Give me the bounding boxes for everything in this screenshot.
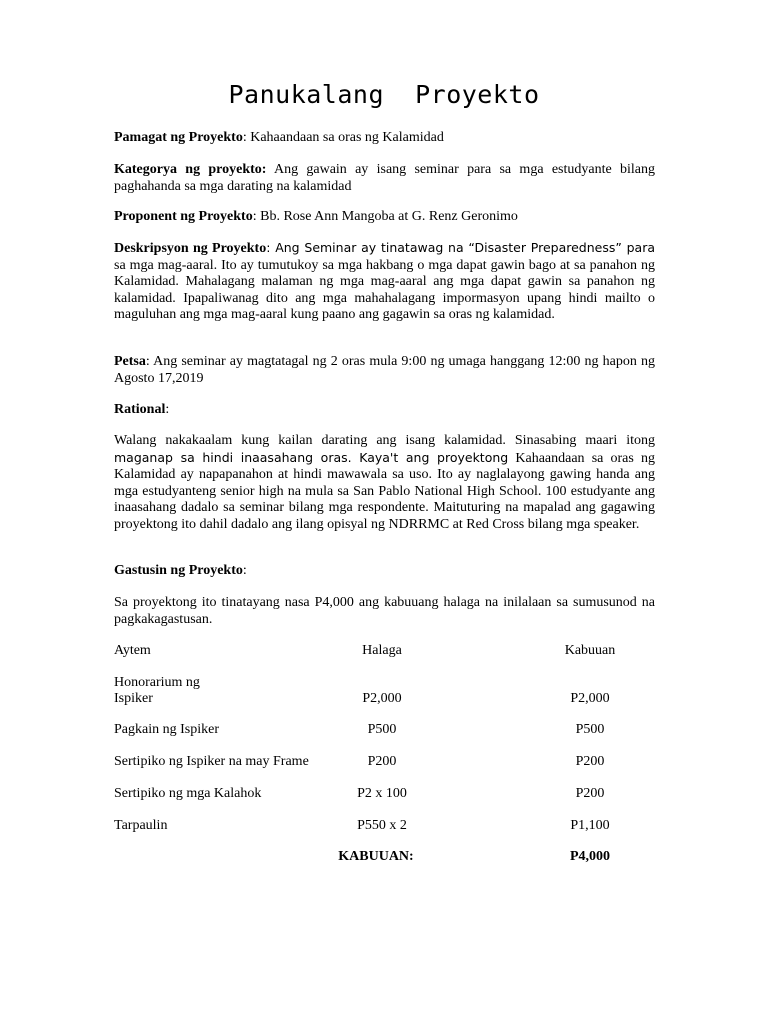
- rational-text-mono: maganap sa hindi inaasahang oras. Kaya't ang proyektong: [114, 449, 509, 465]
- row-kabuuan: P200: [575, 786, 605, 801]
- row-item: Tarpaulin: [114, 818, 168, 833]
- proponent-label: Proponent ng Proyekto: [114, 209, 253, 224]
- row-item: Sertipiko ng mga Kalahok: [114, 786, 262, 801]
- gastusin-heading: [114, 563, 655, 580]
- rational-text-b: Kahaandaan sa oras ng Kalamidad ay napapanahon at hindi mawawala sa uso. Ito ay naglalayong gawing handa ang mga estudyanteng senior high na mula sa San Pablo National High School. 100 estudyante ang inaasahang dadalo sa seminar bilang mga respondente. Maituturing na mapalad ang gagawing proyektong ito dahil dadalo ang ilang opisyal ng NDRRMC at Red Cross bilang mga speaker.: [114, 450, 655, 532]
- petsa-label: Petsa: [114, 354, 146, 369]
- header-halaga: Halaga: [362, 643, 402, 658]
- rational-paragraph: [114, 433, 655, 533]
- row-kabuuan: P200: [575, 754, 605, 769]
- petsa-paragraph: [114, 354, 655, 387]
- row-halaga: P550 x 2: [357, 818, 407, 833]
- header-aytem: Aytem: [114, 643, 151, 658]
- kategorya-paragraph: [114, 162, 655, 195]
- petsa-value: : Ang seminar ay magtatagal ng 2 oras mula 9:00 ng umaga hanggang 12:00 ng hapon ng Agosto 17,2019: [114, 354, 655, 386]
- row-halaga: P200: [367, 754, 397, 769]
- row-kabuuan: P2,000: [570, 691, 610, 706]
- gastusin-intro: Sa proyektong ito tinatayang nasa P4,000 ang kabuuang halaga na inilalaan sa sumusunod na pagkakagastusan.: [114, 595, 655, 627]
- row-item-line2: Ispiker: [114, 691, 153, 706]
- row-item: Pagkain ng Ispiker: [114, 722, 219, 737]
- total-value: P4,000: [569, 849, 611, 864]
- row-item-line1: Honorarium ng: [114, 675, 200, 690]
- pamagat-label: Pamagat ng Proyekto: [114, 130, 243, 145]
- deskripsyon-value-mono: : Ang Seminar ay tinatawag na “Disaster Preparedness” para: [266, 240, 655, 255]
- row-item: Sertipiko ng Ispiker na may Frame: [114, 754, 309, 769]
- pamagat-paragraph: [114, 130, 655, 147]
- row-halaga: P2,000: [362, 691, 402, 706]
- kategorya-label: Kategorya ng proyekto:: [114, 162, 267, 177]
- rational-heading: [114, 402, 655, 419]
- gastusin-label: Gastusin ng Proyekto: [114, 563, 243, 578]
- rational-label: Rational: [114, 402, 166, 417]
- deskripsyon-value: sa mga mag-aaral. Ito ay tumutukoy sa mga hakbang o mga dapat gawin bago at sa panahon ng Kalamidad. Mahalagang malaman ng mga mag-aaral ang mga dapat gawin sa panahon ng kalamidad. Ipapaliwanag dito ang mga mahahalagang impormasyon upang hindi mailto o maguluhan ang mga mag-aaral kung paano ang gagawin sa oras ng kalamidad.: [114, 257, 655, 322]
- proponent-value: : Bb. Rose Ann Mangoba at G. Renz Geronimo: [252, 209, 518, 224]
- pamagat-value: : Kahaandaan sa oras ng Kalamidad: [242, 130, 444, 145]
- proponent-paragraph: [114, 209, 655, 226]
- header-kabuuan: Kabuuan: [564, 643, 616, 658]
- deskripsyon-label: Deskripsyon ng Proyekto: [114, 241, 267, 256]
- document-title: Panukalang Proyekto: [228, 80, 540, 109]
- row-kabuuan: P500: [575, 722, 605, 737]
- row-halaga: P2 x 100: [357, 786, 407, 801]
- rational-colon: :: [165, 402, 170, 417]
- rational-text-a: Walang nakakaalam kung kailan darating ang isang kalamidad. Sinasabing maari itong: [114, 433, 655, 448]
- row-kabuuan: P1,100: [570, 818, 610, 833]
- gastusin-colon: :: [242, 563, 247, 578]
- row-halaga: P500: [367, 722, 397, 737]
- kategorya-value: Ang gawain ay isang seminar para sa mga estudyante bilang paghahanda sa mga darating na kalamidad: [114, 162, 655, 194]
- deskripsyon-paragraph: [114, 240, 655, 324]
- total-label: KABUUAN:: [338, 849, 414, 864]
